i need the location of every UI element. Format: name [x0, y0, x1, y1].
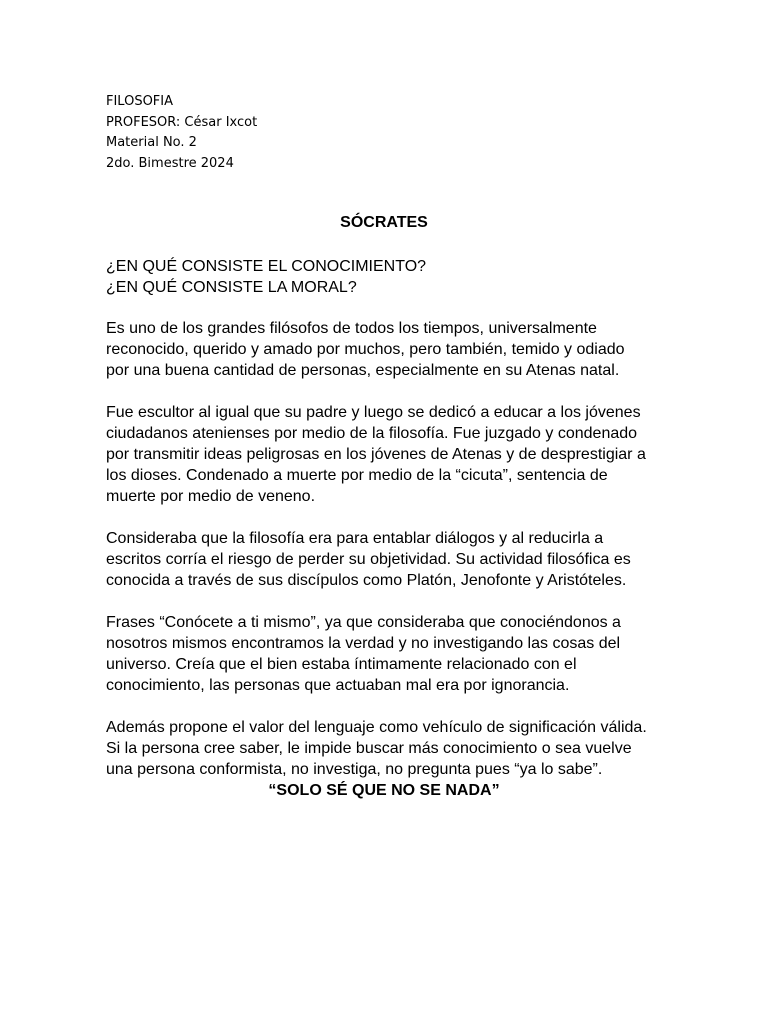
paragraph-line: nosotros mismos encontramos la verdad y no investigando las cosas del	[106, 635, 621, 652]
paragraph-line: muerte por medio de veneno.	[106, 488, 316, 505]
subject-line: FILOSOFIA	[106, 94, 174, 109]
paragraph-line: Si la persona cree saber, le impide buscar más conocimiento o sea vuelve	[106, 740, 632, 757]
paragraph-line: conocida a través de sus discípulos como Platón, Jenofonte y Aristóteles.	[106, 572, 627, 589]
paragraph-line: escritos corría el riesgo de perder su objetividad. Su actividad filosófica es	[106, 551, 631, 568]
paragraph-line: conocimiento, las personas que actuaban mal era por ignorancia.	[106, 677, 570, 694]
period-line: 2do. Bimestre 2024	[106, 155, 234, 171]
paragraph-line: Consideraba que la filosofía era para entablar diálogos y al reducirla a	[106, 530, 604, 547]
paragraph-5	[106, 717, 686, 780]
teacher-line: PROFESOR: César Ixcot	[106, 114, 258, 130]
paragraph-line: Frases “Conócete a ti mismo”, ya que consideraba que conociéndonos a	[106, 614, 621, 631]
paragraph-line: por transmitir ideas peligrosas en los jóvenes de Atenas y de desprestigiar a	[106, 446, 646, 463]
paragraph-line: ciudadanos atenienses por medio de la filosofía. Fue juzgado y condenado	[106, 425, 638, 442]
question-line: ¿EN QUÉ CONSISTE LA MORAL?	[106, 279, 357, 296]
paragraph-line: universo. Creía que el bien estaba íntimamente relacionado con el	[106, 656, 577, 673]
paragraph-line: Fue escultor al igual que su padre y luego se dedicó a educar a los jóvenes	[106, 404, 641, 421]
paragraph-4	[106, 612, 686, 696]
paragraph-line: Es uno de los grandes filósofos de todos los tiempos, universalmente	[106, 320, 597, 337]
paragraph-2	[106, 402, 686, 507]
closing-quote: “SOLO SÉ QUE NO SE NADA”	[268, 782, 500, 799]
paragraph-line: los dioses. Condenado a muerte por medio de la “cicuta”, sentencia de	[106, 467, 608, 484]
material-line: Material No. 2	[106, 135, 197, 150]
paragraph-3	[106, 528, 686, 591]
paragraph-line: Además propone el valor del lenguaje como vehículo de significación válida.	[106, 719, 647, 736]
question-line: ¿EN QUÉ CONSISTE EL CONOCIMIENTO?	[106, 258, 427, 275]
paragraph-line: por una buena cantidad de personas, especialmente en su Atenas natal.	[106, 362, 620, 379]
paragraph-1	[106, 318, 686, 381]
guiding-questions	[106, 256, 686, 298]
paragraph-line: reconocido, querido y amado por muchos, pero también, temido y odiado	[106, 341, 625, 358]
document-header	[106, 92, 257, 174]
document-title: SÓCRATES	[340, 214, 428, 231]
paragraph-line: una persona conformista, no investiga, no pregunta pues “ya lo sabe”.	[106, 761, 603, 778]
